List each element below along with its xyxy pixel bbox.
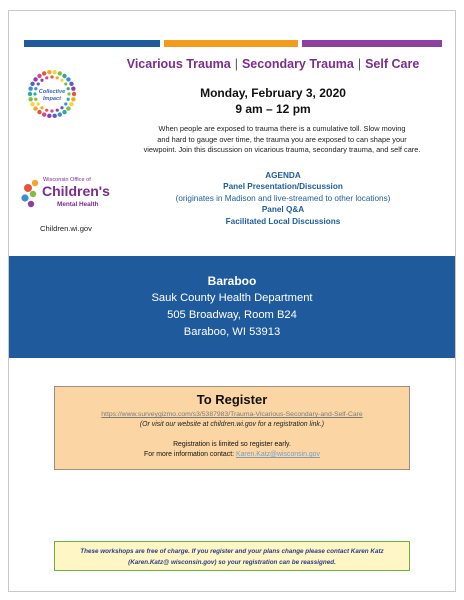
logo-dot (40, 106, 43, 109)
register-contact (55, 451, 409, 458)
agenda-item: Panel Q&A (261, 205, 305, 215)
logo-dot (30, 102, 34, 106)
logo-dot (37, 110, 41, 114)
website-label: Children.wi.gov (40, 224, 92, 233)
location-city: Baraboo (207, 274, 257, 288)
ocmh-logo-line3: Mental Health (57, 201, 99, 208)
title-secondary: Secondary Trauma (241, 57, 354, 71)
location-venue: Sauk County Health Department (151, 292, 313, 304)
logo-dot (28, 97, 32, 101)
logo-dot (33, 106, 37, 110)
logo-dot (47, 114, 51, 118)
ocmh-logo-line2: Children's (42, 183, 110, 199)
logo-dot (67, 92, 70, 95)
logo-dot (34, 87, 37, 90)
logo-dot (62, 74, 66, 78)
logo-dot (72, 92, 76, 96)
logo-dot (52, 114, 56, 118)
event-date: Monday, February 3, 2020 (200, 86, 346, 100)
intro-text (122, 124, 442, 156)
contact-prefix: For more information contact: (144, 451, 236, 458)
register-link[interactable]: https://www.surveygizmo.com/s3/5387983/Trauma-Vicarious-Secondary-and-Self-Care (101, 411, 363, 418)
ocmh-logo (18, 174, 114, 214)
register-heading: To Register (196, 392, 268, 407)
logo-dot (58, 112, 62, 116)
logo-dot (71, 97, 75, 101)
logo-dot (40, 79, 43, 82)
logo-dot (34, 98, 37, 101)
logo-dot (28, 87, 32, 91)
agenda-note: (originates in Madison and live-streamed to other locations) (175, 193, 391, 203)
collective-impact-line1: Collective (38, 89, 66, 95)
logo-dot (56, 76, 59, 79)
logo-dot (50, 109, 53, 112)
logo-dot (64, 102, 67, 105)
agenda (118, 170, 448, 227)
contact-email-link[interactable]: Karen.Katz@wisconsin.gov (235, 451, 320, 458)
intro-line: viewpoint. Join this discussion on vicarious trauma, secondary trauma, and self care. (143, 145, 421, 154)
logo-dot (33, 92, 36, 95)
title-selfcare: Self Care (365, 57, 420, 71)
logo-dot (42, 71, 46, 75)
color-bars (24, 40, 442, 47)
logo-dot (45, 109, 48, 112)
location-street: 505 Broadway, Room B24 (167, 309, 297, 321)
agenda-heading: AGENDA (265, 171, 301, 180)
logo-dot (71, 87, 75, 91)
location-citystatezip: Baraboo, WI 53913 (183, 326, 281, 338)
ocmh-logo-line1: Wisconsin Office of (43, 177, 91, 183)
logo-dot (60, 106, 63, 109)
location-band (9, 256, 455, 358)
logo-dot (62, 110, 66, 114)
bar-blue (24, 40, 160, 47)
bar-orange (164, 40, 298, 47)
agenda-item: Facilitated Local Discussions (225, 216, 341, 226)
logo-dot (52, 70, 56, 74)
agenda-item: Panel Presentation/Discussion (223, 182, 343, 192)
logo-dot (50, 75, 53, 78)
logo-dot (67, 87, 70, 90)
logo-dot (42, 112, 46, 116)
event-time: 9 am – 12 pm (235, 102, 311, 116)
footer-line: (Karen.Katz@ wisconsin.gov) so your registration can be reassigned. (128, 559, 336, 566)
title-vicarious: Vicarious Trauma (126, 57, 231, 71)
logo-dot (37, 82, 40, 85)
logo-dot (69, 82, 73, 86)
event-title (100, 57, 446, 71)
register-alt-note: (Or visit our website at children.wi.gov for a registration link.) (139, 421, 325, 428)
intro-line: and hard to gauge over time, the trauma you are exposed to can shape your (157, 134, 407, 144)
register-box (54, 386, 410, 470)
logo-dot (47, 70, 51, 74)
collective-impact-logo (26, 68, 78, 120)
title-separator: | (234, 57, 238, 71)
logo-dot (45, 76, 48, 79)
footer-line: These workshops are free of charge. If you register and your plans change please contact Karen Katz (80, 548, 384, 555)
logo-dot (30, 82, 34, 86)
logo-dot (37, 74, 41, 78)
title-separator: | (357, 57, 362, 71)
intro-line: When people are exposed to trauma there is a cumulative toll. Slow moving (158, 124, 406, 133)
logo-dot (67, 98, 70, 101)
collective-impact-line2: Impact (42, 96, 62, 102)
logo-dot (66, 77, 70, 81)
logo-dot (58, 71, 62, 75)
register-limited-note: Registration is limited so register early. (173, 441, 291, 448)
logo-dot (56, 109, 59, 112)
logo-dot (69, 102, 73, 106)
logo-dot (60, 79, 63, 82)
logo-dot (66, 106, 70, 110)
logo-dot (37, 102, 40, 105)
logo-dot (33, 77, 37, 81)
logo-dot (28, 92, 32, 96)
bar-purple (302, 40, 442, 47)
footer-notice (54, 541, 410, 571)
logo-dot (64, 82, 67, 85)
